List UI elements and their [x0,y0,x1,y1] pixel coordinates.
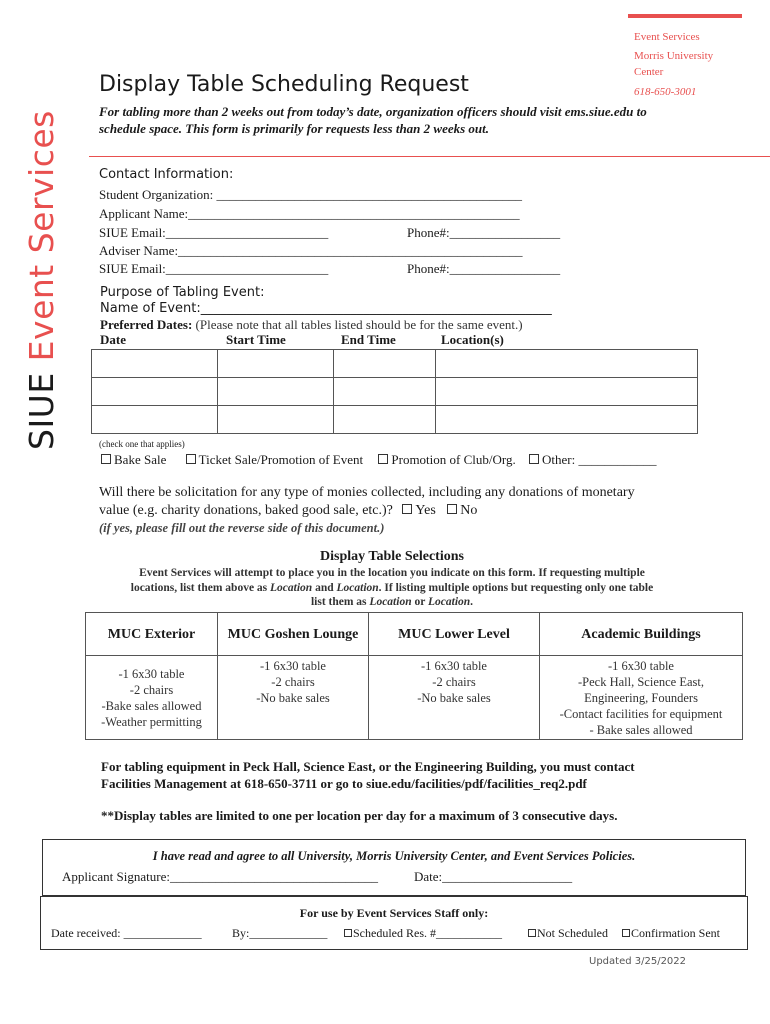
list-item: -1 6x30 table [608,659,674,673]
contact-line2: Morris University [634,50,714,62]
table-row [86,656,743,740]
promotion-label: Promotion of Club/Org. [391,452,516,467]
preferred-dates-label: Preferred Dates: [100,317,193,332]
contact-info-heading: Contact Information: [99,167,234,182]
date-received-field[interactable]: Date received: _____________ [51,926,202,940]
selections-instructions [85,566,699,610]
end-cell[interactable] [334,378,436,406]
bake-sale-label: Bake Sale [114,452,167,467]
student-org-field[interactable]: Student Organization: _______________________________________________ [99,187,522,202]
event-name-field[interactable]: Name of Event:______________________________________________________ [100,301,552,316]
list-item: -1 6x30 table [260,659,326,673]
brand-event-services: Event Services [22,110,61,362]
start-cell[interactable] [218,350,334,378]
not-scheduled-label: Not Scheduled [537,926,608,940]
ticket-sale-label: Ticket Sale/Promotion of Event [198,452,364,467]
ticket-sale-option[interactable] [186,452,364,467]
list-item: - Bake sales allowed [589,723,693,737]
selections-table [85,612,743,740]
no-option[interactable] [447,503,477,518]
date-cell[interactable] [92,378,218,406]
yes-option[interactable] [402,503,435,518]
equipment-notice [101,758,721,792]
end-cell[interactable] [334,406,436,434]
checkbox-icon[interactable] [528,929,536,937]
confirmation-option[interactable] [622,926,720,941]
list-item: -No bake sales [417,691,491,705]
solicitation-line2-row [99,502,635,520]
no-label: No [460,503,478,518]
checkbox-icon[interactable] [529,454,539,464]
brand-vertical [22,110,62,450]
list-item: -Weather permitting [101,714,202,729]
contact-block [634,29,754,100]
list-item: -Peck Hall, Science East, [578,675,704,689]
checkbox-icon[interactable] [101,454,111,464]
location-cell[interactable] [436,406,698,434]
table-row [92,378,698,406]
end-col-header: End Time [341,332,396,347]
not-scheduled-option[interactable] [528,926,608,941]
by-field[interactable]: By:_____________ [232,926,328,940]
confirmation-label: Confirmation Sent [631,926,720,940]
selections-heading: Display Table Selections [320,549,464,564]
purpose-heading: Purpose of Tabling Event: [100,285,265,300]
list-item: -1 6x30 table [118,666,185,681]
scheduled-label: Scheduled Res. #___________ [353,926,502,940]
intro-line1: For tabling more than 2 weeks out from today’s date, organization officers should visit ems.siue.edu to [99,104,647,119]
equipment-line1: For tabling equipment in Peck Hall, Science East, or the Engineering Building, you must contact [101,759,635,774]
list-item: -Bake sales allowed [101,698,202,713]
phone-field-2[interactable]: Phone#:_________________ [407,261,561,276]
bake-sale-option[interactable] [101,452,166,467]
muc-lower-cell [369,656,540,740]
signature-field[interactable]: Applicant Signature:________________________________ [62,869,378,884]
academic-header: Academic Buildings [540,613,743,656]
yes-label: Yes [415,503,436,518]
location-cell[interactable] [436,378,698,406]
phone-field-1[interactable]: Phone#:_________________ [407,225,561,240]
contact-phone: 618-650-3001 [634,86,697,98]
applicant-name-field[interactable]: Applicant Name:___________________________________________________ [99,206,520,221]
adviser-name-field[interactable]: Adviser Name:_____________________________________________________ [99,243,523,258]
solicitation-line2: value (e.g. charity donations, baked good sale, etc.)? [99,503,393,518]
date-field[interactable]: Date:____________________ [414,869,573,884]
solicitation-question [99,484,635,520]
preferred-dates-table [91,349,698,434]
muc-goshen-header: MUC Goshen Lounge [218,613,369,656]
start-cell[interactable] [218,378,334,406]
top-red-bar [628,14,742,18]
list-item: -2 chairs [432,675,476,689]
academic-cell [540,656,743,740]
contact-line1: Event Services [634,31,700,43]
staff-box [40,896,748,950]
list-item: -No bake sales [256,691,330,705]
staff-heading: For use by Event Services Staff only: [299,906,489,920]
selections-line1: Event Services will attempt to place you in the location you indicate on this form. If requesting multiple [139,567,645,579]
location-col-header: Location(s) [441,332,504,347]
selections-line2: locations, list them above as Location and Location. If listing multiple options but requesting only one table [130,581,654,594]
updated-date: Updated 3/25/2022 [589,956,687,967]
siue-email-field-2[interactable]: SIUE Email:_________________________ [99,261,329,276]
checkbox-icon[interactable] [344,929,352,937]
selections-line3: list them as Location or Location. [310,596,474,608]
list-item: -Contact facilities for equipment [559,707,723,721]
checkbox-icon[interactable] [186,454,196,464]
list-item: -2 chairs [129,682,174,697]
page-title: Display Table Scheduling Request [99,72,469,97]
date-cell[interactable] [92,350,218,378]
limit-note: **Display tables are limited to one per location per day for a maximum of 3 consecutive days. [101,808,618,823]
start-col-header: Start Time [226,332,286,347]
event-type-options [101,452,656,468]
table-row [92,406,698,434]
intro-text [99,103,739,137]
muc-exterior-cell [86,656,218,740]
solicitation-line1: Will there be solicitation for any type of monies collected, including any donations of monetary [99,485,635,500]
section-divider [89,156,770,157]
contact-line3: Center [634,66,664,78]
brand-siue: SIUE [22,372,61,450]
promotion-option[interactable] [378,452,515,467]
other-option[interactable] [529,452,656,467]
muc-lower-header: MUC Lower Level [369,613,540,656]
check-note: (check one that applies) [99,439,185,449]
siue-email-field-1[interactable]: SIUE Email:_________________________ [99,225,329,240]
checkbox-icon[interactable] [378,454,388,464]
start-cell[interactable] [218,406,334,434]
date-col-header: Date [100,332,126,347]
table-row [92,350,698,378]
checkbox-icon[interactable] [402,504,412,514]
location-cell[interactable] [436,350,698,378]
checkbox-icon[interactable] [622,929,630,937]
intro-line2: schedule space. This form is primarily for requests less than 2 weeks out. [99,121,490,136]
scheduled-option[interactable] [344,926,502,941]
date-cell[interactable] [92,406,218,434]
end-cell[interactable] [334,350,436,378]
list-item: -2 chairs [271,675,315,689]
checkbox-icon[interactable] [447,504,457,514]
preferred-dates-note: (Please note that all tables listed should be for the same event.) [195,317,523,332]
equipment-line2: Facilities Management at 618-650-3711 or go to siue.edu/facilities/pdf/facilities_req2.pdf [101,776,587,791]
table-row [86,613,743,656]
other-label: Other: ____________ [542,452,657,467]
solicitation-note: (if yes, please fill out the reverse side of this document.) [99,521,385,535]
muc-exterior-header: MUC Exterior [86,613,218,656]
agreement-statement: I have read and agree to all University, Morris University Center, and Event Services Policies. [152,849,636,863]
list-item: -1 6x30 table [421,659,487,673]
muc-goshen-cell [218,656,369,740]
list-item: Engineering, Founders [584,691,698,705]
